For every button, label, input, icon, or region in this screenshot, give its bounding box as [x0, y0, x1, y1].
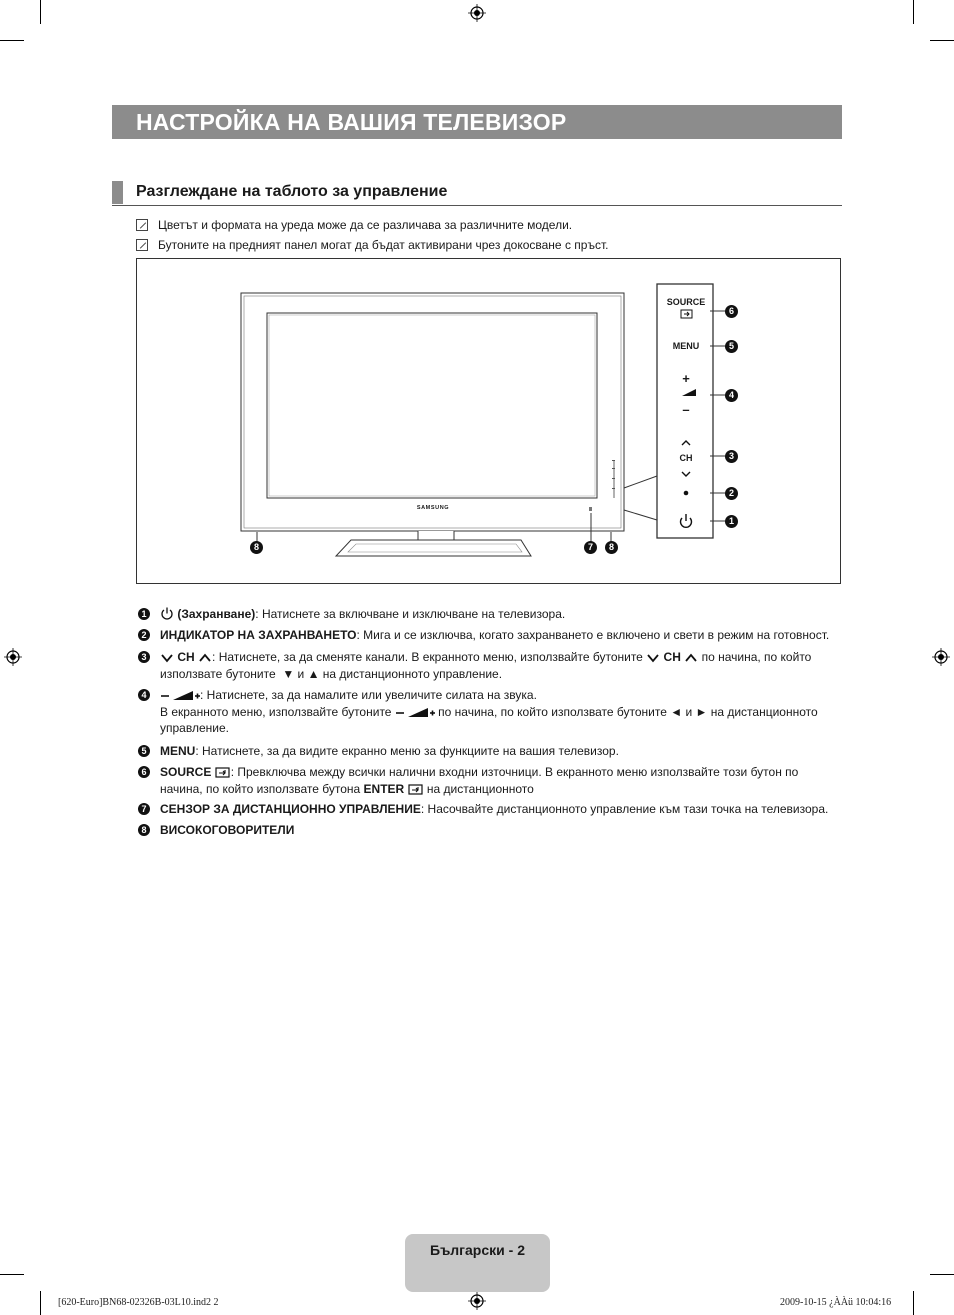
item-title: (Захранване): [177, 607, 256, 621]
crop-mark: [913, 1291, 914, 1315]
callout-1: 1: [725, 515, 738, 528]
crop-mark: [0, 1274, 24, 1275]
registration-mark-icon: [468, 1292, 486, 1310]
section-marker: [112, 181, 123, 204]
item-text: : Насочвайте дистанционното управление към тази точка на телевизора.: [420, 802, 829, 816]
callout-3: 3: [725, 450, 738, 463]
crop-mark: [930, 1274, 954, 1275]
item-ch-label: CH: [663, 650, 681, 664]
crop-mark: [913, 0, 914, 24]
item-text: : Натиснете, за да сменяте канали. В екранното меню, използвайте бутоните: [212, 650, 643, 664]
item-number: 7: [138, 803, 150, 815]
callout-6: 6: [725, 305, 738, 318]
source-button[interactable]: SOURCE: [666, 297, 706, 307]
menu-button[interactable]: MENU: [672, 341, 700, 351]
item-number: 8: [138, 824, 150, 836]
item-number: 2: [138, 629, 150, 641]
callout-7: 7: [584, 541, 597, 554]
item-text: управление.: [160, 721, 229, 735]
note-icon: [136, 219, 148, 231]
callout-8: 8: [250, 541, 263, 554]
callout-2: 2: [725, 487, 738, 500]
callout-8: 8: [605, 541, 618, 554]
item-text: : Натиснете, за да намалите или увеличите силата на звука.: [200, 688, 537, 702]
item-text: В екранното меню, използвайте бутоните: [160, 704, 392, 719]
note-line: [136, 238, 608, 252]
item-text: по начина, по който: [701, 650, 812, 664]
crop-mark: [930, 40, 954, 41]
item-title: MENU: [160, 744, 196, 758]
item-text: начина, по който използвате бутона: [160, 781, 361, 796]
item-text: на дистанционното: [426, 781, 534, 796]
channel-label: CH: [679, 453, 693, 463]
chevron-down-icon: [160, 653, 174, 663]
callout-4: 4: [725, 389, 738, 402]
page-title: НАСТРОЙКА НА ВАШИЯ ТЕЛЕВИЗОР: [112, 105, 842, 139]
volume-icon: [160, 690, 200, 701]
crop-mark: [40, 1291, 41, 1315]
volume-down-button[interactable]: –: [682, 402, 690, 417]
chevron-up-icon: [198, 653, 212, 663]
item-number: 5: [138, 745, 150, 757]
item-text: използвате бутоните: [160, 666, 276, 681]
registration-mark-icon: [4, 648, 22, 666]
item-title: СЕНЗОР ЗА ДИСТАНЦИОННО УПРАВЛЕНИЕ: [160, 802, 421, 816]
power-icon: [160, 607, 174, 620]
brand-logo: SAMSUNG: [416, 505, 450, 511]
section-heading: [112, 181, 842, 206]
page-number: Български - 2: [430, 1242, 525, 1258]
tv-diagram: [136, 258, 841, 584]
registration-mark-icon: [932, 648, 950, 666]
item-number: 4: [138, 689, 150, 701]
item-number: 3: [138, 651, 150, 663]
note-text: Цветът и формата на уреда може да се различава за различните модели.: [158, 218, 573, 232]
enter-label: ENTER: [363, 781, 405, 796]
registration-mark-icon: [468, 4, 486, 22]
callout-5: 5: [725, 340, 738, 353]
item-number: 1: [138, 608, 150, 620]
volume-icon: [395, 707, 435, 718]
section-title: Разглеждане на таблото за управление: [136, 183, 448, 200]
note-icon: [136, 239, 148, 251]
item-title: SOURCE: [160, 765, 212, 779]
crop-mark: [40, 0, 41, 24]
item-title: ИНДИКАТОР НА ЗАХРАНВАНЕТО: [160, 628, 357, 642]
item-title: ВИСОКОГОВОРИТЕЛИ: [160, 823, 295, 837]
item-number: 6: [138, 766, 150, 778]
item-text: по начина, по който използвате бутоните ◄ и ► на дистанционното: [438, 704, 818, 719]
crop-mark: [0, 40, 24, 41]
note-line: [136, 218, 572, 232]
footer-file: [620-Euro]BN68-02326B-03L10.ind2 2: [58, 1297, 219, 1308]
note-text: Бутоните на предният панел могат да бъдат активирани чрез докосване с пръст.: [158, 238, 609, 252]
item-title: CH: [177, 650, 195, 664]
item-text: : Натиснете за включване и изключване на телевизора.: [255, 607, 566, 621]
source-icon: [215, 767, 231, 778]
enter-icon: [408, 784, 424, 795]
footer-timestamp: 2009-10-15 ¿ÀÀü 10:04:16: [780, 1297, 892, 1308]
item-text: ▼ и ▲ на дистанционното управление.: [282, 666, 503, 681]
chevron-down-icon: [646, 653, 660, 663]
volume-up-button[interactable]: +: [682, 371, 690, 386]
item-text: : Натиснете, за да видите екранно меню за функциите на вашия телевизор.: [195, 744, 619, 758]
chevron-up-icon: [684, 653, 698, 663]
item-text: : Превключва между всички налични входни източници. В екранното меню използвайте този бутон по: [230, 765, 799, 779]
item-text: : Мига и се изключва, когато захранването е включено и свети в режим на готовност.: [356, 628, 830, 642]
page-number-tab: [405, 1234, 550, 1292]
